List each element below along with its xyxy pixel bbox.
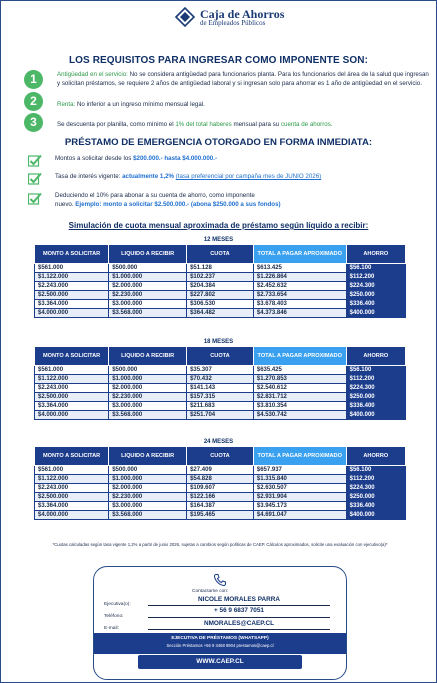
table-row [35, 466, 406, 475]
table-cell: $3.568.000 [109, 411, 187, 420]
table-row [35, 384, 406, 393]
table-cell: $2.500.000 [35, 493, 109, 502]
table-cell: $56.100 [346, 466, 405, 475]
table-row [35, 493, 406, 502]
table-row [35, 273, 406, 282]
table-cell: $112.200 [346, 475, 405, 484]
table-cell: $141.143 [187, 384, 254, 393]
table-header-row [35, 447, 406, 466]
requisito-renta [57, 101, 431, 110]
executive-label: Ejecutiva(o): [104, 602, 131, 607]
table-row [35, 475, 406, 484]
table-cell: $3.000.000 [109, 300, 187, 309]
requisito-3-mid: mensual para su [231, 121, 281, 128]
column-header: AHORRO [346, 447, 405, 466]
table-cell: $1.315.840 [253, 475, 346, 484]
requisito-1-text: No se considera antigüedad para funcionarios planta. Para los funcionarios del área de la salud que ingresan y solicitan préstamos, se requiere 2 años de antigüedad laboral y si ingresan solo para ahorrar es 1 año de antigüedad en el servicio. [57, 71, 429, 87]
table-cell: $336.400 [346, 402, 405, 411]
table-cell: $122.166 [187, 493, 254, 502]
table-cell: $109.607 [187, 484, 254, 493]
table-cell: $400.000 [346, 511, 405, 520]
table-cell: $224.300 [346, 282, 405, 291]
table-cell: $2.931.904 [253, 493, 346, 502]
column-header: LIQUIDO A RECIBIR [109, 245, 187, 264]
email-label: E-mail: [104, 626, 119, 631]
table-cell: $2.540.612 [253, 384, 346, 393]
table-cell: $1.122.000 [35, 375, 109, 384]
column-header: TOTAL A PAGAR APROXIMADO [253, 347, 346, 366]
table-row [35, 502, 406, 511]
column-header: TOTAL A PAGAR APROXIMADO [253, 447, 346, 466]
table-cell: $2.831.712 [253, 393, 346, 402]
executive-title: EJECUTIVA DE PRÉSTAMOS (WHATSAPP) [171, 636, 269, 641]
table-cell: $635.425 [253, 366, 346, 375]
executive-phone: + 56 9 6837 7051 [214, 607, 264, 614]
table-cell: $2.230.000 [109, 291, 187, 300]
executive-info-bar [94, 633, 346, 654]
caep-logo-icon [174, 6, 196, 28]
table-cell: $4.530.742 [253, 411, 346, 420]
simulacion-heading: Simulación de cuota mensual aproximada de préstamo según líquido a recibir: [68, 221, 369, 230]
requisito-3-highlight-1: 1% del total haberes [175, 121, 232, 128]
table-cell: $4.000.000 [35, 511, 109, 520]
term-18-label: 18 MESES [203, 339, 234, 345]
table-row [35, 375, 406, 384]
beneficio-3-line1: Deduciendo el 10% para abonar a su cuenta de ahorro, como imponente [55, 192, 255, 199]
table-cell: $4.000.000 [35, 309, 109, 318]
table-cell: $3.000.000 [109, 502, 187, 511]
requisito-antiguedad [57, 71, 431, 89]
requisito-2-label: Renta: [57, 101, 76, 108]
table-cell: $51.128 [187, 264, 254, 273]
table-cell: $2.230.000 [109, 493, 187, 502]
contact-heading: Contactarse con: [192, 589, 229, 594]
phone-icon [213, 573, 227, 587]
beneficio-montos [55, 155, 425, 164]
email-underline [148, 629, 330, 630]
table-cell: $3.568.000 [109, 511, 187, 520]
org-subtitle: de Empleados Públicos [200, 18, 266, 27]
beneficio-tasa [55, 173, 425, 182]
requisito-2-text: No inferior a un ingreso mínimo mensual legal. [75, 101, 205, 108]
beneficio-2-highlight: actualmente 1,2% [122, 173, 176, 180]
step-1-badge: 1 [24, 70, 43, 89]
table-cell: $250.000 [346, 493, 405, 502]
table-cell: $56.100 [346, 264, 405, 273]
table-cell: $400.000 [346, 309, 405, 318]
table-row [35, 393, 406, 402]
table-cell: $4.000.000 [35, 411, 109, 420]
column-header: TOTAL A PAGAR APROXIMADO [253, 245, 346, 264]
table-cell: $2.500.000 [35, 393, 109, 402]
requisitos-heading: LOS REQUISITOS PARA INGRESAR COMO IMPONENTE SON: [68, 55, 369, 66]
column-header: MONTO A SOLICITAR [35, 347, 109, 366]
table-cell: $500.000 [109, 466, 187, 475]
table-cell: $2.000.000 [109, 384, 187, 393]
table-cell: $54.828 [187, 475, 254, 484]
table-cell: $561.000 [35, 264, 109, 273]
table-cell: $1.270.853 [253, 375, 346, 384]
footnote: *Cuotas calculadas según tasa vigente 1,2% a partir de junio 2026, sujetas a cambios según políticas de CAEP. Cálculos aproximados, solicite una evaluación con ejecutivo(a)* [52, 542, 388, 547]
executive-underline [148, 605, 330, 606]
table-cell: $3.945.173 [253, 502, 346, 511]
table-cell: $500.000 [109, 366, 187, 375]
table-cell: $3.678.403 [253, 300, 346, 309]
table-cell: $561.000 [35, 366, 109, 375]
table-cell: $3.364.000 [35, 300, 109, 309]
table-cell: $227.802 [187, 291, 254, 300]
checkbox-check-icon [28, 192, 42, 205]
table-cell: $364.482 [187, 309, 254, 318]
cuota-table-24 [34, 446, 406, 520]
table-cell: $2.000.000 [109, 484, 187, 493]
table-cell: $250.000 [346, 393, 405, 402]
table-cell: $70.432 [187, 375, 254, 384]
table-row [35, 402, 406, 411]
table-row [35, 411, 406, 420]
table-cell: $3.810.354 [253, 402, 346, 411]
requisito-descuento [57, 121, 431, 130]
cuota-table-12 [34, 244, 406, 318]
website-link[interactable]: WWW.CAEP.CL [196, 658, 244, 665]
table-row [35, 484, 406, 493]
table-header-row [35, 245, 406, 264]
table-cell: $500.000 [109, 264, 187, 273]
table-cell: $3.000.000 [109, 402, 187, 411]
phone-underline [148, 617, 330, 618]
table-cell: $2.243.000 [35, 282, 109, 291]
table-cell: $4.373.846 [253, 309, 346, 318]
table-row [35, 291, 406, 300]
table-cell: $56.100 [346, 366, 405, 375]
requisito-3-pre: Se descuenta por planilla, como mínimo el [57, 121, 176, 128]
beneficio-ahorro [55, 192, 425, 209]
table-row [35, 511, 406, 520]
table-cell: $336.400 [346, 300, 405, 309]
table-header-row [35, 347, 406, 366]
org-logo [174, 6, 284, 28]
table-cell: $204.384 [187, 282, 254, 291]
term-24-label: 24 MESES [203, 439, 234, 445]
table-cell: $400.000 [346, 411, 405, 420]
requisito-3-highlight-2: cuenta de ahorros. [280, 121, 333, 128]
column-header: CUOTA [187, 245, 254, 264]
table-cell: $1.000.000 [109, 475, 187, 484]
table-cell: $2.230.000 [109, 393, 187, 402]
beneficio-1-highlight: $200.000.- hasta $4.000.000.- [133, 155, 218, 162]
table-row [35, 300, 406, 309]
table-row [35, 264, 406, 273]
table-cell: $657.937 [253, 466, 346, 475]
beneficio-3-pre: nuevo. [55, 200, 76, 208]
column-header: LIQUIDO A RECIBIR [109, 447, 187, 466]
table-cell: $4.691.047 [253, 511, 346, 520]
table-cell: $561.000 [35, 466, 109, 475]
cuota-table-18 [34, 346, 406, 420]
table-cell: $2.733.654 [253, 291, 346, 300]
executive-email: NMORALES@CAEP.CL [203, 620, 275, 627]
executive-name: NICOLE MORALES PARRA [198, 596, 280, 603]
executive-subline: Sección Préstamos +56 9 3468 8904 prestamos@caep.cl [166, 643, 274, 648]
table-cell: $157.315 [187, 393, 254, 402]
table-cell: $251.704 [187, 411, 254, 420]
requisito-1-label: Antigüedad en el servicio: [57, 71, 128, 78]
table-cell: $3.364.000 [35, 402, 109, 411]
step-3-badge: 3 [24, 113, 43, 132]
table-cell: $195.465 [187, 511, 254, 520]
column-header: MONTO A SOLICITAR [35, 245, 109, 264]
table-cell: $1.000.000 [109, 375, 187, 384]
table-cell: $2.452.632 [253, 282, 346, 291]
table-cell: $2.630.507 [253, 484, 346, 493]
column-header: CUOTA [187, 447, 254, 466]
checkbox-check-icon [28, 154, 42, 167]
table-row [35, 366, 406, 375]
column-header: AHORRO [346, 347, 405, 366]
table-cell: $1.122.000 [35, 273, 109, 282]
step-2-badge: 2 [24, 92, 43, 111]
org-name: Caja de Ahorros [200, 6, 285, 21]
table-cell: $2.500.000 [35, 291, 109, 300]
table-cell: $306.530 [187, 300, 254, 309]
contact-card [93, 566, 347, 680]
table-cell: $3.568.000 [109, 309, 187, 318]
column-header: LIQUIDO A RECIBIR [109, 347, 187, 366]
table-row [35, 282, 406, 291]
table-cell: $1.122.000 [35, 475, 109, 484]
table-cell: $211.683 [187, 402, 254, 411]
table-cell: $1.226.864 [253, 273, 346, 282]
table-cell: $1.000.000 [109, 273, 187, 282]
column-header: MONTO A SOLICITAR [35, 447, 109, 466]
table-cell: $2.243.000 [35, 484, 109, 493]
phone-label: Teléfono: [104, 614, 124, 619]
column-header: AHORRO [346, 245, 405, 264]
table-cell: $613.425 [253, 264, 346, 273]
table-cell: $27.409 [187, 466, 254, 475]
beneficio-2-campaign: (tasa preferencial por campaña mes de JUNIO 2026) [175, 173, 322, 180]
table-cell: $35.307 [187, 366, 254, 375]
column-header: CUOTA [187, 347, 254, 366]
table-cell: $102.237 [187, 273, 254, 282]
table-cell: $224.300 [346, 484, 405, 493]
table-cell: $3.364.000 [35, 502, 109, 511]
table-cell: $2.243.000 [35, 384, 109, 393]
term-12-label: 12 MESES [203, 237, 234, 243]
beneficio-1-pre: Montos a solicitar desde los [55, 155, 134, 162]
table-cell: $336.400 [346, 502, 405, 511]
table-cell: $250.000 [346, 291, 405, 300]
table-cell: $164.387 [187, 502, 254, 511]
table-cell: $112.200 [346, 375, 405, 384]
beneficio-3-highlight: Ejemplo: monto a solicitar $2.500.000.- (abona $250.000 a sus fondos) [75, 200, 281, 208]
beneficio-2-pre: Tasa de interés vigente: [55, 173, 123, 180]
table-cell: $2.000.000 [109, 282, 187, 291]
checkbox-check-icon [28, 172, 42, 185]
table-cell: $224.300 [346, 384, 405, 393]
table-row [35, 309, 406, 318]
table-cell: $112.200 [346, 273, 405, 282]
prestamo-heading: PRÉSTAMO DE EMERGENCIA OTORGADO EN FORMA INMEDIATA: [64, 137, 373, 148]
